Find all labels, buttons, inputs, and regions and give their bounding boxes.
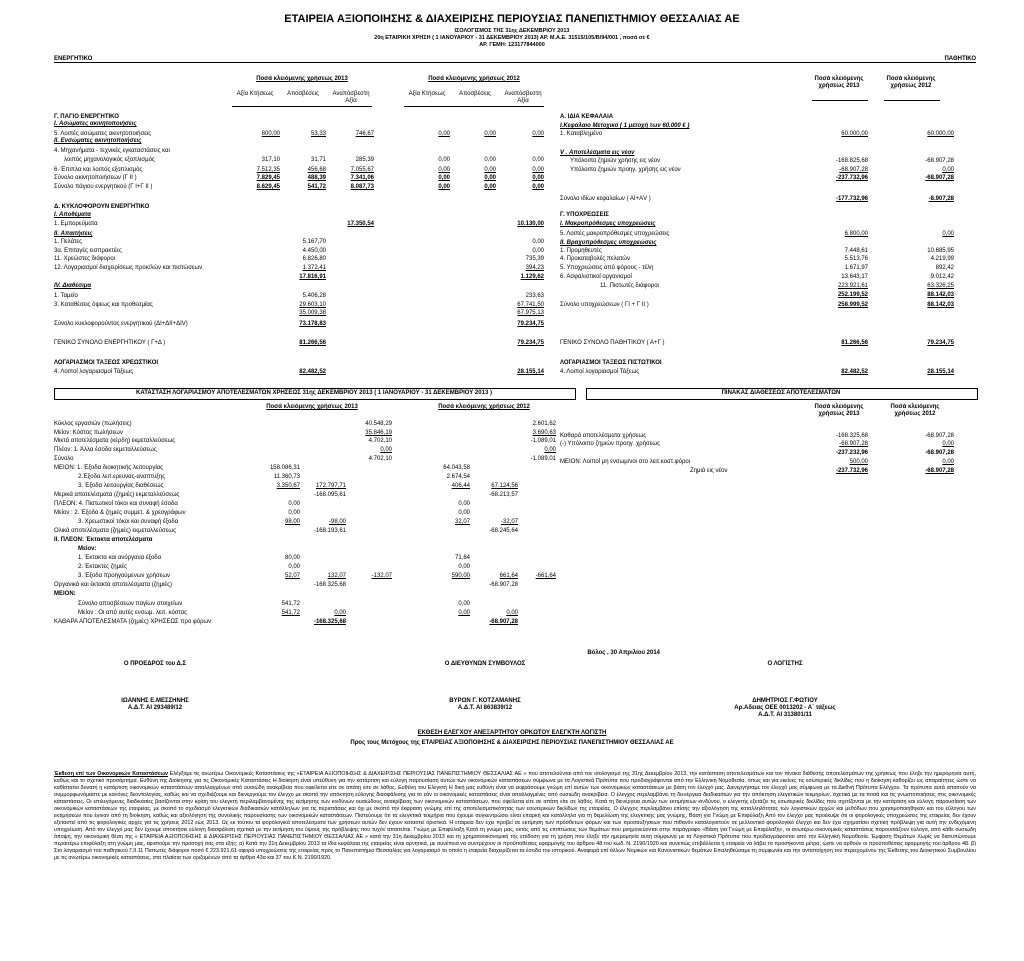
assets-value-cell: 7.512,35 [256,167,280,173]
liabilities-row-label: II. Βραχυπρόθεσμες υποχρεώσεις [560,240,657,246]
distribution-value-2012: 0,00 [942,441,954,447]
liabilities-row-label: 4. Λοιποί λογαριασμοί Τάξεως [560,369,640,375]
distribution-value-2012: -68.907,28 [925,433,954,439]
assets-value-cell: 67.975,13 [517,310,544,316]
distribution-row-label: (-) Υπόλοιπο ζημιών προηγ. χρήσεως [560,441,660,447]
liabilities-value-2013: -168.825,68 [835,158,868,164]
income-value-cell: 2.674,54 [446,474,470,480]
assets-value-cell: 5.167,70 [302,239,326,245]
distribution-column-header: Ποσά κλειόμενης χρήσεως 2012 [890,404,940,417]
assets-value-cell: 73.178,83 [299,321,326,327]
distribution-value-2013: 500,00 [849,459,868,465]
liabilities-column-header: Ποσά κλειόμενης χρήσεως 2012 [886,76,936,89]
distribution-title: ΠΙΝΑΚΑΣ ΔΙΑΘΕΣΕΩΣ ΑΠΟΤΕΛΕΣΜΑΤΩΝ [721,390,841,396]
income-col-2012-header: Ποσά κλειόμενης χρήσεως 2012 [438,404,530,410]
assets-value-cell: 456,68 [307,167,326,173]
signatory-id-2: Α.Δ.Τ. ΑΙ 313801/11 [758,712,812,718]
income-value-cell: 71,64 [454,555,470,561]
assets-column-header: Αναπόσβεστη Αξία [504,91,542,104]
assets-value-cell: 0,00 [484,167,496,173]
gemi-number: ΑΡ. ΓΕΜΗ: 123177844000 [479,42,545,48]
assets-value-cell: 541,72 [307,184,326,190]
assets-row-label: 1. Εμπορεύματα [54,221,98,227]
liabilities-value-2013: 13.643,17 [841,274,868,280]
assets-value-cell: 5.406,28 [302,293,326,299]
income-row-label: II. ΠΛΕΟΝ: Έκτακτα αποτελέσματα [54,537,153,543]
liabilities-value-2012: 0,00 [942,167,954,173]
liabilities-value-2013: 252.199,52 [837,292,868,298]
audit-report-title: ΕΚΘΕΣΗ ΕΛΕΓΧΟΥ ΑΝΕΞΑΡΤΗΤΟΥ ΟΡΚΩΤΟΥ ΕΛΕΓΚΤΗ ΛΟΓΙΣΤΗ [417,730,607,736]
income-value-cell: 590,00 [451,573,470,579]
assets-row-label: II. Απαιτήσεις [54,231,93,237]
liabilities-value-2012: 28.155,14 [927,369,954,375]
income-value-cell: 4.702,10 [368,438,392,444]
assets-row-label: 4. Μηχανήματα - τεχνικές εγκαταστάσεις και [54,148,170,154]
assets-value-cell: 8.087,73 [350,184,374,190]
income-value-cell: 35.846,19 [365,430,392,436]
income-value-cell: 0,00 [458,501,470,507]
assets-value-cell: 6.826,80 [302,256,326,262]
income-row-label: 2.Έξοδα λειτ.ερευνας-αναπτυξης [78,474,166,480]
assets-row-label: λοιπός μηχανολογικός εξοπλισμός [64,157,155,163]
distribution-value-2013: -237.232,96 [835,450,868,456]
assets-row-label: IV. Διαθέσιμα [54,283,92,289]
assets-value-cell: 17.350,54 [347,221,374,227]
income-value-cell: 40.548,29 [365,421,392,427]
fiscal-year-line: 20η ΕΤΑΙΡΙΚΗ ΧΡΗΣΗ ( 1 ΙΑΝΟΥΑΡΙΟΥ - 31 ΔΕΚΕΜΒΡΙΟΥ 2013) ΑΡ. Μ.Α.Ε. 31515/105/Β/94/001 , ποσά σε € [374,35,650,41]
income-value-cell: -1.089,01 [530,438,556,444]
assets-column-header: Αναπόσβεστη Αξία [332,91,370,104]
audit-report-addressee: Προς τους Μετόχους της ΕΤΑΙΡΕΙΑΣ ΑΞΙΟΠΟΙΗΣΗΣ & ΔΙΑΧΕΙΡΙΣΗΣ ΠΕΡΙΟΥΣΙΑΣ ΠΑΝΕΠΙΣΤΗΜΙΟΥ ΘΕΣΣΑΛΙΑΣ ΑΕ [350,740,674,746]
assets-period-2013-header: Ποσά κλειόμενης χρήσεως 2013 [256,76,348,82]
liabilities-value-2013: -237.732,96 [835,175,868,181]
liab-header-underline-2013 [812,100,868,101]
distribution-value-2013: -68.907,28 [839,441,868,447]
liabilities-column-header: Ποσά κλειόμενης χρήσεως 2013 [814,76,864,89]
audit-report-text: Ελέγξαμε τις ανωτέρω Οικονομικές Καταστάσεις της «ΕΤΑΙΡΕΙΑ ΑΞΙΟΠΟΙΗΣΗΣ & ΔΙΑΧΕΙΡΙΣΗΣ ΠΕΡΙΟΥΣΙΑΣ ΠΑΝΕΠΙΣΤΗΜΙΟΥ ΘΕΣΣΑΛΙΑΣ ΑΕ » που αποτελούνται από τον ισολογισμό της 31ης Δεκεμβρίου 2013, την κατάσταση αποτελεσμάτων και τον πίνακα διάθεσης αποτελεσμάτων της χρήσεως που έληξε την ημερομηνία αυτή, καθώς και το σχετικό προσάρτημα. Ευθύνη της Διοίκησης για τις Οικονομικές Καταστάσεις Η διοίκηση είναι υπεύθυνη για την κατάρτιση και εύλογη παρουσίαση αυτών των οικονομικών καταστάσεων σύμφωνα με τα Λογιστικά Πρότυπα που προδιαγράφονται από την Ελληνική Νομοθεσία, όπως και για εκείνες τις εσωτερικές δικλίδες που η διοίκηση καθορίζει ως απαραίτητες ώστε να καθίσταται δυνατή η κατάρτιση οικονομικών καταστάσεων απαλλαγμένων από ουσιώδη ανακρίβεια που οφείλεται είτε σε απάτη είτε σε λάθος. Ευθύνη του Ελεγκτή Η δική μας ευθύνη είναι να εκφράσουμε γνώμη επί αυτών των οικονομικών καταστάσεων με βάση τον έλεγχό μας. Διενεργήσαμε τον έλεγχό μας σύμφωνα με τα Διεθνή Πρότυπα Ελέγχου. Τα πρότυπα αυτά απαιτούν να συμμορφωνόμαστε με κανόνες δεοντολογίας, καθώς και να σχεδιάζουμε και διενεργούμε τον έλεγχο με σκοπό την απόκτηση εύλογης διασφάλισης για το εάν οι οικονομικές καταστάσεις είναι απαλλαγμένες από ουσιώδη ανακρίβεια. Ο έλεγχος περιλαμβάνει τη διενέργεια διαδικασιών για την απόκτηση ελεγκτικών τεκμηρίων, σχετικά με τα ποσά και τις γνωστοποιήσεις στις οικονομικές καταστάσεις. Οι επιλεγόμενες διαδικασίες βασίζονται στην κρίση του ελεγκτή περιλαμβανομένης της εκτίμησης των κινδύνων ουσιώδους ανακρίβειας των οικονομικών καταστάσεων, που οφείλεται είτε σε απάτη είτε σε λάθος. Κατά τη διενέργεια αυτών των εκτιμήσεων κινδύνου, ο ελεγκτής εξετάζει τις εσωτερικές δικλίδες που σχετίζονται με την κατάρτιση και εύλογη παρουσίαση των οικονομικών καταστάσεων της εταιρείας, με σκοπό το σχεδιασμό ελεγκτικών διαδικασιών κατάλληλων για τις περιστάσεις και όχι με σκοπό την έκφραση γνώμης επί της αποτελεσματικότητας των εσωτερικών δικλίδων της εταιρείας. Ο έλεγχος περιλαμβάνει επίσης την αξιολόγηση της καταλληλότητας των λογιστικών αρχών και μεθόδων που χρησιμοποιήθηκαν και του εύλογου των εκτιμήσεων που έγιναν από τη διοίκηση, καθώς και αξιολόγηση της συνολικής παρουσίασης των οικονομικών καταστάσεων. Πιστεύουμε ότι τα ελεγκτικά τεκμήρια που έχουμε συγκεντρώσει είναι επαρκή και κατάλληλα για τη θεμελίωση της ελεγκτικής μας γνώμης. Βάση για Γνώμη με Επιφύλαξη Από τον έλεγχο μας προέκυψε ότι οι φορολογικές υποχρεώσεις της εταιρείας δεν έχουν εξεταστεί από τις φορολογικές αρχές για τις χρήσεις 2012 εώς 2013. Ως εκ τούτου τα φορολογικά αποτελέσματα των χρήσεων αυτών δεν έχουν καταστεί οριστικά. Η εταιρεία δεν έχει προβεί σε εκτίμηση των πρόσθετων φόρων και των προσαυξήσεων που πιθανόν καταλογιστούν σε μελλοντικό φορολογικό έλεγχο και δεν έχει σχηματίσει σχετική πρόβλεψη για αυτή την ενδεχόμενη υποχρέωση. Από τον έλεγχό μας δεν έχουμε αποκτήσει εύλογη διασφάλιση σχετικά με την εκτίμηση του ύψους της πρόβλεψης που τυχόν απαιτείται. Γνώμη με Επιφύλαξη Κατά τη γνώμη μας, εκτός από τις επιπτώσεις των θεμάτων που μνημονεύονται στην παράγραφο «Βάση για Γνώμη με Επιφύλαξη», οι ανωτέρω οικονομικές καταστάσεις παρουσιάζουν εύλογα, από κάθε ουσιώδη άποψη, την οικονομική θέση της « ΕΤΑΙΡΕΙΑ ΑΞΙΟΠΟΙΗΣΗΣ & ΔΙΑΧΕΙΡΙΣΗΣ ΠΕΡΙΟΥΣΙΑΣ ΠΑΝΕΠΙΣΤΗΜΙΟΥ ΘΕΣΣΑΛΙΑΣ ΑΕ » κατά την 31η Δεκεμβρίου 2013 και τη χρηματοοικονομική της επίδοση για τη χρήση που έληξε την ημερομηνία αυτή σύμφωνα με τα Λογιστικά Πρότυπα που προδιαγράφονται από την Ελληνική Νομοθεσία. Έμφαση Θεμάτων Χωρίς να διατυπώνουμε περαιτέρω επιφύλαξη στη γνώμη μας, εφιστούμε την προσοχή σας στα εξής: α) Κατά την 31η Δεκεμβρίου 2013 τα ίδια κεφάλαια της εταιρείας είναι αρνητικά, με συνέπεια να συντρέχουν οι προϋποθέσεις εφαρμογής του άρθρου 48 του κωδ. Ν. 2190/1920 και συνεπώς επιβάλλεται η εταιρεία να λάβει τα προσήκοντα μέτρα, ώστε να αρθούν οι προϋποθέσεις εφαρμογής του άρθρου 48. β) Στο λογαριασμό του παθητικού Γ.II.11 Πιστωτές διάφοροι ποσό € 223.921,61 αφορά υποχρεώσεις της εταιρείας προς το Πανεπιστήμιο Θεσσαλίας για λογαριασμό το οποίο η εταιρεία διαχειρίζεται τα έσοδα του ιστορικού. Αναφορά επί άλλων Νομικών και Κανονιστικών θεμάτων Επαληθεύσαμε τη συμφωνία και την αντιστοίχηση του περιεχομένου της Έκθεσης του Διοικητικού Συμβουλίου με τις ανωτέρω οικονομικές καταστάσεις, στα πλαίσια των οριζομένων από τα άρθρα 43α και 37 του Κ.Ν. 2190/1920. [54,771,976,861]
income-value-cell: 98,00 [284,519,300,525]
assets-value-cell: 53,33 [310,131,326,137]
distribution-value-2013: -237.732,96 [835,468,868,474]
liabilities-row-label: Σύνολο υποχρεώσεων ( ΓI + Γ II ) [560,302,649,308]
assets-value-cell: 10.130,00 [517,221,544,227]
assets-value-cell: 394,23 [525,265,544,271]
income-row-label: Μείον: [78,546,97,552]
assets-row-label: 11. Χρεώστες διάφοροι [54,256,116,262]
assets-row-label: I. Αποθέματα [54,212,91,218]
income-value-cell: 3.690,63 [532,430,556,436]
liabilities-value-2012: 0,00 [942,231,954,237]
distribution-row-label: ΜΕΙΟΝ: Λοιποί μη ενσωμ/νοι στο λειτ.κοστ.φόροι [560,459,691,465]
signature-date: Βόλος , 30 Απριλίου 2014 [587,650,660,656]
liabilities-row-label: 5. Υποχρεώσεις από φόρους - τέλη [560,265,654,271]
liabilities-row-label: Γ. ΥΠΟΧΡΕΩΣΕΙΣ [560,212,609,218]
income-value-cell: 0,00 [458,601,470,607]
income-value-cell: 0,00 [458,510,470,516]
liabilities-value-2013: 81.266,56 [841,340,868,346]
assets-value-cell: 735,39 [525,256,544,262]
distribution-row-label: Καθαρά αποτελέσματα χρήσεως [560,433,647,439]
assets-value-cell: 1.372,41 [302,265,326,271]
liabilities-value-2013: 82.482,52 [841,369,868,375]
income-row-label: Κύκλος εργασιών (πωλήσεις) [54,421,132,427]
assets-value-cell: 7.055,67 [350,167,374,173]
income-value-cell: -132,07 [371,573,392,579]
balance-sheet-date: ΙΣΟΛΟΓΙΣΜΟΣ ΤΗΣ 31ης ΔΕΚΕΜΒΡΙΟΥ 2013 [454,28,570,34]
liab-header-underline-2012 [884,100,940,101]
income-value-cell: 3.350,67 [276,483,300,489]
assets-value-cell: 28.155,14 [517,369,544,375]
liabilities-row-label: Σύνολο ιδίων κεφαλαίων ( ΑI+ΑV ) [560,196,651,202]
income-row-label: Σύνολο [54,456,74,462]
income-value-cell: -1.089,01 [530,456,556,462]
signatory-role: Ο ΛΟΓΙΣΤΗΣ [767,661,803,667]
income-value-cell: 80,00 [284,555,300,561]
liabilities-row-label: Α. ΙΔΙΑ ΚΕΦΑΛΑΙΑ [560,114,614,120]
signatory-id: Α.Δ.Τ. ΑΙ 293489/12 [127,705,183,711]
income-row-label: 3. Έξοδα λειτουργίας διαθέσεως [78,483,164,489]
liabilities-value-2013: -68.907,28 [839,167,868,173]
assets-label: ΕΝΕΡΓΗΤΙΚΟ [54,56,93,62]
assets-value-cell: 0,00 [438,131,450,137]
liabilities-value-2013: 6.800,00 [844,231,868,237]
income-row-label: Μερικά αποτελέσματα (ζημιές) εκμεταλλεύσεως [54,492,180,498]
income-row-label: 3. Χρεωστικοί τόκοι και συναφή έξοδα [78,519,179,525]
distribution-column-header: Ποσά κλειόμενης χρήσεως 2013 [814,404,864,417]
assets-row-label: 3. Καταθέσεις όψεως και προθεσμίας [54,302,153,308]
signatory-name: ΙΩΑΝΝΗΣ Ε.ΜΕΣΣΗΝΗΣ [121,698,189,704]
assets-row-label: 6. Έπιπλα και λοιπός εξοπλισμός [54,167,143,173]
income-value-cell: -168.193,61 [313,528,346,534]
assets-value-cell: 0,00 [438,184,450,190]
income-row-label: ΠΛΕΟΝ: 4. Πιστωτικοί τόκοι και συναφή έσοδα [54,501,178,507]
assets-column-header: Αποσβέσεις [459,91,491,97]
assets-row-label: Δ. ΚΥΚΛΟΦΟΡΟΥΝ ΕΝΕΡΓΗΤΙΚΟ [54,204,150,210]
liabilities-row-label: I. Μακροπρόθεσμες υποχρεώσεις [560,221,656,227]
income-row-label: Μείον : Οι από αυτές ενσωμ. λειτ. κόστος [78,610,188,616]
distribution-value-2012: -68.907,28 [925,468,954,474]
liabilities-value-2012: 63.326,25 [927,283,954,289]
liabilities-value-2013: 5.513,76 [844,256,868,262]
liabilities-row-label: Υπόλοιπο ζημιών χρήσης εις νέον [570,158,661,164]
assets-row-label: 12. Λογαριασμοί διαχειρίσεως προκ/λών και πιστώσεων [54,265,203,271]
liabilities-row-label: V . Αποτελέσματα εις νέον [560,150,635,156]
liabilities-value-2012: -68.907,28 [925,175,954,181]
assets-value-cell: 81.266,56 [299,340,326,346]
liabilities-label: ΠΑΘΗΤΙΚΟ [944,56,976,62]
liabilities-value-2013: -177.732,96 [835,196,868,202]
assets-value-cell: 17.816,91 [299,274,326,280]
assets-column-header: Αποσβέσεις [287,91,319,97]
income-value-cell: 661,64 [499,573,518,579]
assets-row-label: 3α. Επιταγές εισπρακτέες [54,248,122,254]
assets-value-cell: 0,00 [532,248,544,254]
income-value-cell: 11.360,73 [273,474,300,480]
liabilities-value-2012: 79.234,75 [927,340,954,346]
assets-value-cell: 0,00 [532,175,544,181]
assets-row-label: II. Ενσώματες ακινητοποιήσεις [54,138,142,144]
income-row-label: Μείον : 2. Έξοδα & ζημιές συμμετ. & χρεογράφων [54,510,186,516]
assets-value-cell: 0,00 [532,239,544,245]
income-row-label: Μείον: Κόστος πωλήσεων [54,430,123,436]
income-row-label: Μικτά αποτελέσματα (κέρδη) εκμεταλλεύσεως [54,438,176,444]
income-value-cell: 64.043,58 [443,465,470,471]
assets-value-cell: 285,39 [355,157,374,163]
distribution-value-2012: 0,00 [942,459,954,465]
liabilities-value-2012: 88.142,03 [927,302,954,308]
income-value-cell: -68.907,28 [489,619,518,625]
income-value-cell: 541,72 [281,601,300,607]
income-row-label: 2. Έκτακτες ζημιές [78,564,127,570]
distribution-row-label: Ζημιά εις νέον [690,468,728,474]
income-value-cell: 52,07 [284,573,300,579]
header-rule [54,62,976,63]
distribution-value-2012: -68.907,28 [925,450,954,456]
assets-value-cell: 67.741,50 [517,302,544,308]
income-value-cell: 0,00 [288,501,300,507]
income-value-cell: 0,00 [458,610,470,616]
assets-value-cell: 8.629,45 [256,184,280,190]
income-value-cell: 0,00 [334,610,346,616]
assets-value-cell: 0,00 [438,167,450,173]
assets-row-label: 5. Λοιπές ασώματες ακινητοποιήσεις [54,131,152,137]
assets-value-cell: 0,00 [532,184,544,190]
income-value-cell: -68.907,28 [489,582,518,588]
assets-row-label: 4. Λοιποί λογαριασμοί Τάξεως [54,369,134,375]
liabilities-value-2012: 10.685,95 [927,248,954,254]
income-value-cell: -98,00 [328,519,346,525]
income-value-cell: 0,00 [458,564,470,570]
assets-value-cell: 4.450,00 [302,248,326,254]
assets-value-cell: 0,00 [484,184,496,190]
liabilities-value-2013: 1.671,97 [844,265,868,271]
assets-value-cell: 0,00 [484,157,496,163]
assets-row-label: Σύνολο πάγιου ενεργητικού (Γ I+Γ II ) [54,184,153,190]
liabilities-row-label: I.Κεφάλαιο Μετοχικό ( 1 μετοχή των 60.000 € ) [560,123,690,129]
income-value-cell: -168.325,68 [313,619,346,625]
assets-row-label: ΛΟΓΑΡΙΑΣΜΟΙ ΤΑΞΕΩΣ ΧΡΕΩΣΤΙΚΟΙ [54,360,159,366]
assets-value-cell: 800,00 [261,131,280,137]
assets-value-cell: 0,00 [438,175,450,181]
income-row-label: ΚΑΘΑΡΑ ΑΠΟΤΕΛΕΣΜΑΤΑ (ζημιές) ΧΡΗΣΕΩΣ προ φόρων [54,619,212,625]
assets-value-cell: 0,00 [532,157,544,163]
distribution-value-2013: -168.325,68 [835,433,868,439]
income-value-cell: 406,44 [451,483,470,489]
income-row-label: 3. Έξοδα προηγούμενων χρήσεων [78,573,171,579]
assets-value-cell: 35.009,38 [299,310,326,316]
income-row-label: Ολικά αποτελέσματα (ζημιές) εκμεταλλεύσεως [54,528,176,534]
liabilities-value-2012: 88.142,03 [927,292,954,298]
assets-value-cell: 31,71 [310,157,326,163]
assets-header-underline-2012 [404,106,544,107]
signatory-role: Ο ΔΙΕΥΘΥΝΩΝ ΣΥΜΒΟΥΛΟΣ [444,661,526,667]
assets-row-label: Γ. ΠΑΓΙΟ ΕΝΕΡΓΗΤΙΚΟ [54,114,119,120]
income-value-cell: -68.213,57 [489,492,518,498]
liabilities-value-2012: 9.012,42 [930,274,954,280]
signatory-id: Α.Δ.Τ. ΑΙ 863839/12 [457,705,513,711]
assets-period-2012-header: Ποσά κλειόμενης χρήσεως 2012 [428,76,520,82]
income-value-cell: -32,07 [500,519,518,525]
income-value-cell: 2.601,62 [532,421,556,427]
assets-row-label: I. Ασώματες ακινητοποιήσεις [54,121,137,127]
assets-row-label: Σύνολο κυκλοφορούντος ενεργητικού (ΔI+ΔII+ΔIV) [54,321,188,327]
assets-value-cell: 29.603,10 [299,302,326,308]
income-value-cell: 172.797,71 [315,483,346,489]
income-value-cell: -661,64 [535,573,556,579]
income-value-cell: 0,00 [506,610,518,616]
income-value-cell: 541,72 [281,610,300,616]
liabilities-value-2013: 258.999,52 [837,302,868,308]
liabilities-row-label: Υπόλοιπο ζημιών προηγ. χρήσης εις νέον [570,167,681,173]
income-value-cell: -68.245,64 [489,528,518,534]
liabilities-value-2013: 7.448,61 [844,248,868,254]
assets-header-underline-2013 [232,106,372,107]
income-row-label: Πλέον: 1. Άλλα έσοδα εκμεταλλεύσεως [54,447,157,453]
income-value-cell: 0,00 [288,564,300,570]
income-value-cell: -168.095,61 [313,492,346,498]
liabilities-row-label: ΓΕΝΙΚΟ ΣΥΝΟΛΟ ΠΑΘΗΤΙΚΟΥ ( Α+Γ ) [560,340,665,346]
income-value-cell: 67.124,56 [491,483,518,489]
assets-row-label: 1. Πελάτες [54,239,82,245]
income-row-label: Οργανικά και έκτακτα αποτελέσματα (ζημιές) [54,582,172,588]
liabilities-value-2012: 892,42 [935,265,954,271]
assets-value-cell: 79.234,75 [517,321,544,327]
assets-row-label: ΓΕΝΙΚΟ ΣΥΝΟΛΟ ΕΝΕΡΓΗΤΙΚΟΥ ( Γ+Δ ) [54,340,166,346]
income-value-cell: 132,07 [327,573,346,579]
income-row-label: ΜΕΙΟΝ: 1. Έξοδα διοικητικής λειτουργίας [54,465,164,471]
assets-row-label: Σύνολο ακινητοποιήσεων (Γ II ) [54,175,137,181]
assets-value-cell: 79.234,75 [517,340,544,346]
liabilities-value-2012: 4.219,99 [930,256,954,262]
income-value-cell: 0,00 [288,510,300,516]
income-col-2013-header: Ποσά κλειόμενης χρήσεως 2013 [266,404,358,410]
liabilities-row-label: 1. Καταβλημένο [560,131,603,137]
assets-value-cell: 0,00 [438,157,450,163]
assets-value-cell: 0,00 [532,167,544,173]
income-statement-title: ΚΑΤΑΣΤΑΣΗ ΛΟΓΑΡΙΑΣΜΟΥ ΑΠΟΤΕΛΕΣΜΑΤΩΝ ΧΡΗΣΕΩΣ 31ης ΔΕΚΕΜΒΡΙΟΥ 2013 ( 1 ΙΑΝΟΥΑΡΙΟΥ - 31 ΔΕΚΕΜΒΡΙΟΥ 2013 ) [136,390,492,396]
assets-value-cell: 1.129,62 [520,274,544,280]
income-value-cell: -168.325,68 [313,582,346,588]
income-row-label: Σύνολο αποσβέσεων παγίων στοιχείων [78,601,183,607]
assets-value-cell: 746,67 [355,131,374,137]
liabilities-row-label: ΛΟΓΑΡΙΑΣΜΟΙ ΤΑΞΕΩΣ ΠΙΣΤΩΤΙΚΟΙ [560,360,662,366]
assets-value-cell: 0,00 [484,175,496,181]
audit-report-body [54,771,976,862]
liabilities-row-label: 1. Προμηθευτές [560,248,602,254]
assets-column-header: Αξία Κτήσεως [236,91,274,97]
liabilities-value-2012: 60.000,00 [927,131,954,137]
assets-row-label: 1. Ταμείο [54,293,78,299]
income-value-cell: 158.086,31 [269,465,300,471]
assets-value-cell: 82.482,52 [299,369,326,375]
income-row-label: 1. Έκτακτα και ανόργανα έξοδα [78,555,162,561]
signatory-id: Αρ.Αδειας ΟΕΕ 0013202 - Α΄ τάξεως [734,705,836,711]
document-title: ΕΤΑΙΡΕΙΑ ΑΞΙΟΠΟΙΗΣΗΣ & ΔΙΑΧΕΙΡΙΣΗΣ ΠΕΡΙΟΥΣΙΑΣ ΠΑΝΕΠΙΣΤΗΜΙΟΥ ΘΕΣΣΑΛΙΑΣ ΑΕ [284,13,740,25]
assets-value-cell: 317,10 [261,157,280,163]
audit-report-lead: Έκθεση επί των Οικονομικών Καταστάσεων [54,771,169,777]
assets-value-cell: 233,63 [525,293,544,299]
assets-value-cell: 7.829,45 [256,175,280,181]
assets-value-cell: 488,39 [307,175,326,181]
assets-value-cell: 7.341,06 [350,175,374,181]
liabilities-value-2012: -8.907,28 [928,196,954,202]
assets-value-cell: 0,00 [532,131,544,137]
liabilities-row-label: 4. Προκαταβολές πελατών [560,256,630,262]
liabilities-row-label: 6. Ασφαλιστικοί οργανισμοί [560,274,632,280]
income-value-cell: 32,07 [454,519,470,525]
liabilities-row-label: 11. Πιστωτές διάφοροι [600,283,659,289]
income-value-cell: 4.702,10 [368,456,392,462]
income-row-label: ΜΕΙΟΝ: [54,591,76,597]
liabilities-value-2013: 60.000,00 [841,131,868,137]
signatory-role: Ο ΠΡΟΕΔΡΟΣ του Δ.Σ [123,661,187,667]
income-value-cell: 0,00 [380,447,392,453]
assets-value-cell: 0,00 [484,131,496,137]
liabilities-value-2012: -68.907,28 [925,158,954,164]
income-value-cell: 0,00 [544,447,556,453]
liabilities-row-label: 5. Λοιπές μακροπρόθεσμες υποχρεώσεις [560,231,670,237]
signatory-name: ΒΥΡΩΝ Γ. ΚΟΤΖΑΜΑΝΗΣ [449,698,521,704]
assets-column-header: Αξία Κτήσεως [408,91,446,97]
signatory-name: ΔΗΜΗΤΡΙΟΣ Γ.ΦΩΤΙΟΥ [752,698,818,704]
liabilities-value-2013: 223.921,61 [837,283,868,289]
